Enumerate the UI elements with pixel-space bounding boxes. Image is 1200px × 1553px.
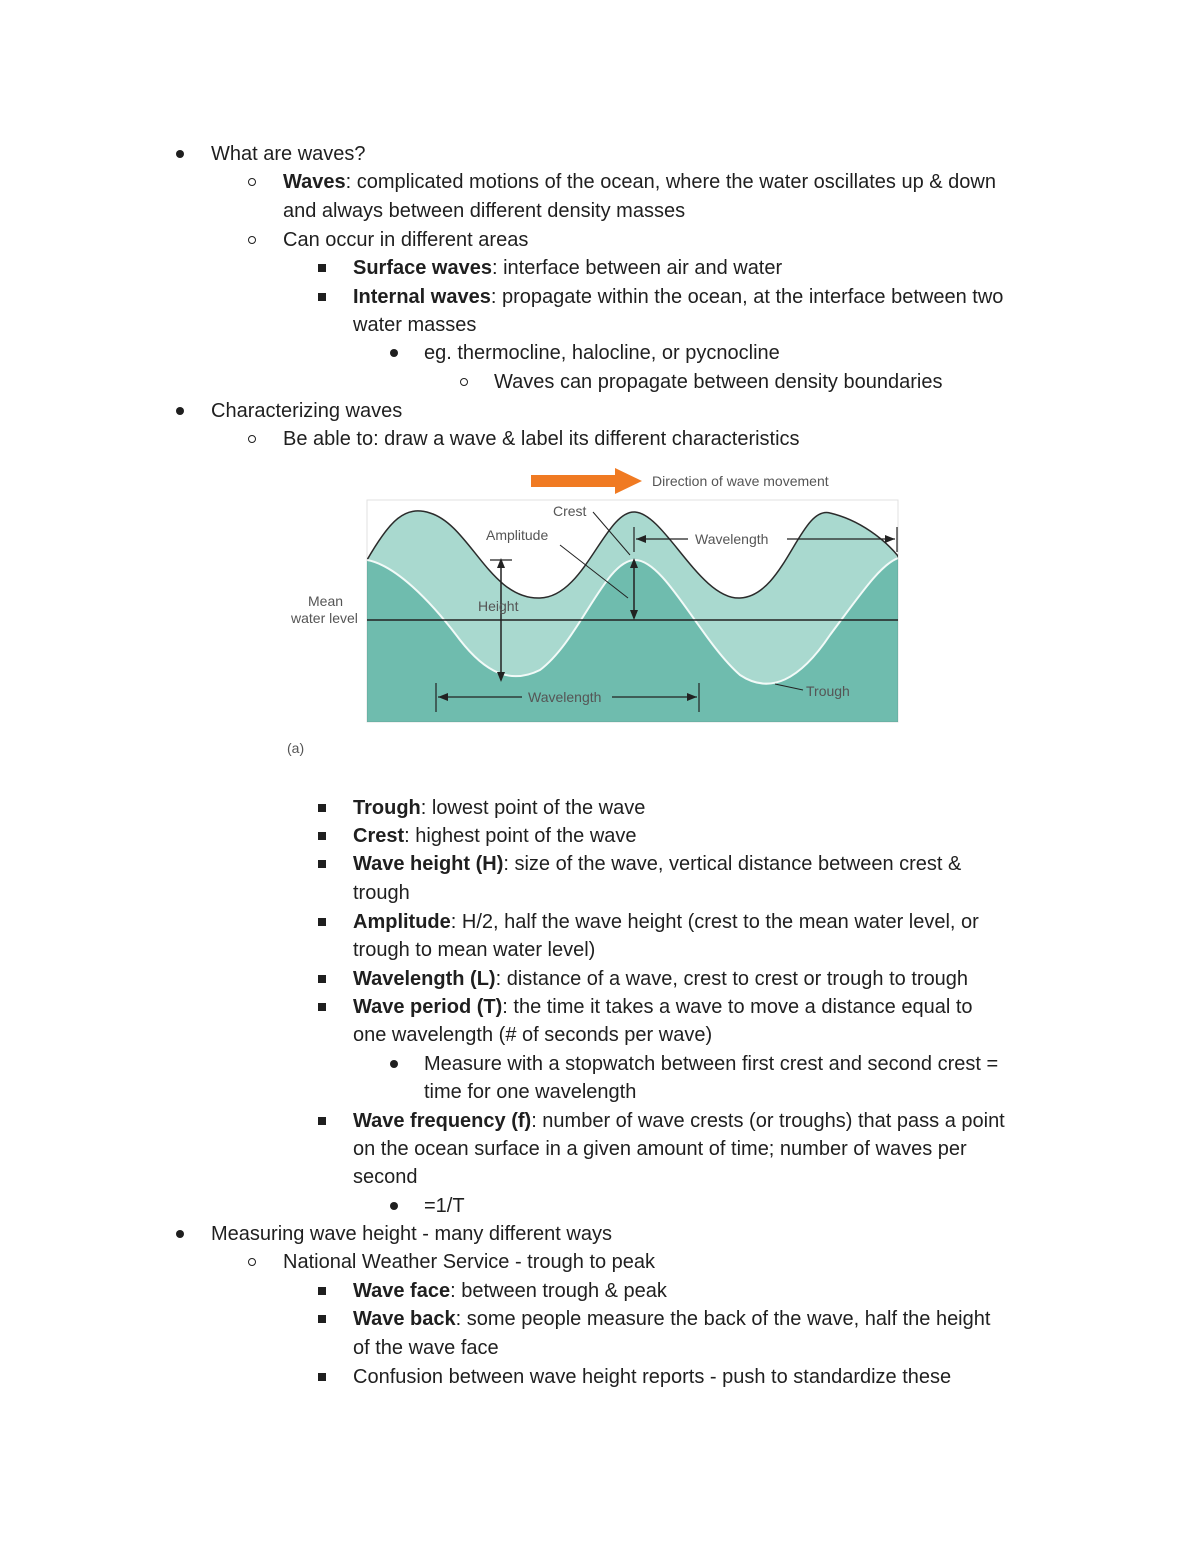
direction-arrow-icon xyxy=(531,468,642,494)
bullet-square xyxy=(318,1365,326,1389)
heading-characterizing-waves: Characterizing waves xyxy=(211,400,403,422)
mean-label-1: Mean xyxy=(308,593,344,609)
bullet-ring xyxy=(248,1250,256,1274)
bullet-square xyxy=(318,256,326,280)
areas-text: Can occur in different areas xyxy=(283,229,529,251)
crest-label: Crest xyxy=(553,503,587,519)
bullet-square xyxy=(318,852,326,876)
waves-definition: Waves: complicated motions of the ocean, where the water oscillates up & down xyxy=(283,171,996,193)
wavelength-top-label: Wavelength xyxy=(695,531,769,547)
wave-height-item: Wave height (H): size of the wave, vertical distance between crest & xyxy=(353,853,962,875)
amplitude-label: Amplitude xyxy=(486,527,549,543)
crest-item: Crest: highest point of the wave xyxy=(353,825,637,847)
measure-cont: time for one wavelength xyxy=(424,1081,637,1103)
trough-item: Trough: lowest point of the wave xyxy=(353,797,646,819)
wave-period-cont: one wavelength (# of seconds per wave) xyxy=(353,1024,713,1046)
figure-caption: (a) xyxy=(287,740,305,756)
bullet-ring xyxy=(248,228,256,252)
wave-frequency-item: Wave frequency (f): number of wave crests (or troughs) that pass a point xyxy=(353,1110,1005,1132)
internal-waves-cont: water masses xyxy=(353,314,477,336)
trough-label: Trough xyxy=(806,683,850,699)
heading-measuring-wave-height: Measuring wave height - many different ways xyxy=(211,1223,612,1245)
bullet-dot xyxy=(390,1052,398,1076)
wavelength-bottom-label: Wavelength xyxy=(528,689,602,705)
height-label: Height xyxy=(478,598,519,614)
direction-label: Direction of wave movement xyxy=(652,473,829,489)
wave-back-cont: of the wave face xyxy=(353,1337,499,1359)
able-text: Be able to: draw a wave & label its different characteristics xyxy=(283,428,800,450)
bullet-ring xyxy=(248,427,256,451)
internal-waves-item: Internal waves: propagate within the ocean, at the interface between two xyxy=(353,286,1004,308)
bullet-square xyxy=(318,824,326,848)
bullet-square xyxy=(318,285,326,309)
amplitude-item: Amplitude: H/2, half the wave height (crest to the mean water level, or xyxy=(353,911,979,933)
amplitude-cont: trough to mean water level) xyxy=(353,939,596,961)
waves-definition-cont: and always between different density masses xyxy=(283,200,686,222)
frequency-formula: =1/T xyxy=(424,1195,465,1217)
bullet-dot xyxy=(176,1222,184,1246)
bullet-dot xyxy=(176,142,184,166)
bullet-ring xyxy=(248,170,256,194)
heading-what-are-waves: What are waves? xyxy=(211,143,366,165)
measure-text: Measure with a stopwatch between first crest and second crest = xyxy=(424,1053,999,1075)
bullet-square xyxy=(318,796,326,820)
confusion-item: Confusion between wave height reports - push to standardize these xyxy=(353,1366,952,1388)
bullet-dot xyxy=(176,399,184,423)
wavelength-item: Wavelength (L): distance of a wave, crest to crest or trough to trough xyxy=(353,968,969,990)
bullet-square xyxy=(318,967,326,991)
wave-period-item: Wave period (T): the time it takes a wave to move a distance equal to xyxy=(353,996,973,1018)
surface-waves-item: Surface waves: interface between air and water xyxy=(353,257,783,279)
wave-back-item: Wave back: some people measure the back of the wave, half the height xyxy=(353,1308,991,1330)
bullet-square xyxy=(318,1307,326,1331)
bullet-square xyxy=(318,910,326,934)
wave-height-cont: trough xyxy=(353,882,410,904)
bullet-dot xyxy=(390,341,398,365)
bullet-dot xyxy=(390,1194,398,1218)
wave-frequency-cont: on the ocean surface in a given amount of time; number of waves per xyxy=(353,1138,967,1160)
wave-frequency-cont2: second xyxy=(353,1166,418,1188)
bullet-square xyxy=(318,995,326,1019)
propagate-text: Waves can propagate between density boundaries xyxy=(494,371,943,393)
nws-text: National Weather Service - trough to peak xyxy=(283,1251,656,1273)
mean-label-2: water level xyxy=(291,610,358,626)
bullet-square xyxy=(318,1279,326,1303)
wave-face-item: Wave face: between trough & peak xyxy=(353,1280,667,1302)
bullet-ring xyxy=(460,370,468,394)
eg-text: eg. thermocline, halocline, or pycnocline xyxy=(424,342,780,364)
bullet-square xyxy=(318,1109,326,1133)
wave-diagram xyxy=(280,460,920,760)
